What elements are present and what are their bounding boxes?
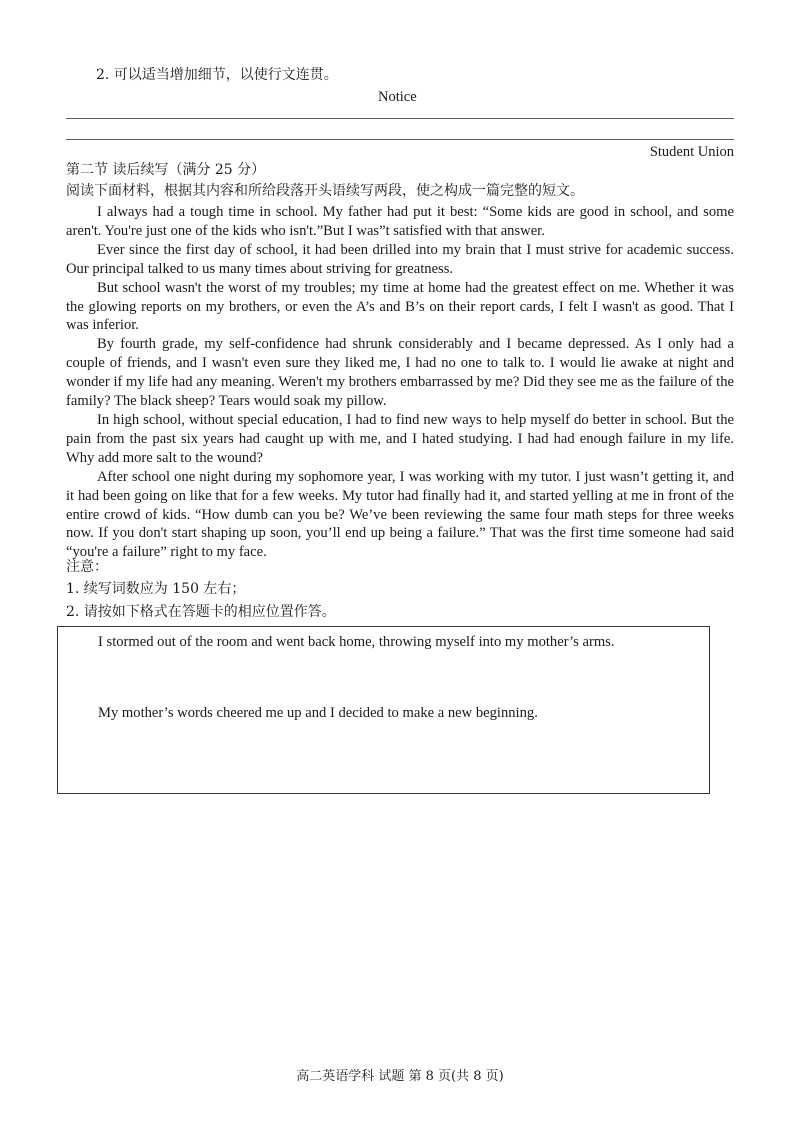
passage-paragraph: I always had a tough time in school. My father had put it best: “Some kids are good in school, and some aren't. You're just one of the kids who isn't.”But I was”t satisfied with that answer. [66, 204, 734, 239]
paragraph1-opening: I stormed out of the room and went back home, throwing myself into my mother’s arms. [98, 634, 615, 650]
reading-passage [66, 203, 734, 562]
note-item-format: 2. 请按如下格式在答题卡的相应位置作答。 [66, 604, 336, 620]
passage-paragraph: After school one night during my sophomore year, I was working with my tutor. I just wasn’t getting it, and it had been going on like that for a few weeks. My tutor had finally had it, and started yelling at me in front of the entire crowd of kids. “How dumb can you be? We’ve been reviewing the same four math steps for three weeks now. If you don't start shaping up soon, you’ll end up being a failure.” That was the first time someone had said “you're a failure” right to my face. [66, 468, 734, 561]
passage-paragraph: In high school, without special education, I had to find new ways to help myself do better in school. But the pain from the past six years had caught up with me, and I hated studying. I had had enough failure in my life. Why add more salt to the wound? [66, 411, 734, 466]
notice-signature: Student Union [649, 144, 734, 160]
page-footer: 高二英语学科 试题 第 8 页(共 8 页) [296, 1069, 504, 1084]
passage-paragraph: But school wasn't the worst of my troubles; my time at home had the greatest effect on me. Whether it was the glowing reports on my brothers, or even the A’s and B’s on their report cards, I felt I wasn't as good. That I was inferior. [66, 279, 734, 334]
writing-tip: 2. 可以适当增加细节，以使行文连贯。 [96, 67, 338, 83]
answer-box [57, 626, 710, 794]
notes-label: 注意： [66, 559, 108, 575]
paragraph2-opening: My mother’s words cheered me up and I decided to make a new beginning. [98, 705, 538, 721]
note-item-word-count: 1. 续写词数应为 150 左右； [66, 581, 246, 597]
passage-paragraph: By fourth grade, my self-confidence had shrunk considerably and I became depressed. As I only had a couple of friends, and I wasn't even sure they liked me, I had no one to talk to. I would lie awake at night and wonder if my life had any meaning. Weren't my brothers embarrassed by me? Did they see me as the failure of the family? The black sheep? Tears would soak my pillow. [66, 336, 734, 410]
section-title: 第二节 读后续写（满分 25 分） [66, 162, 266, 178]
passage-paragraph: Ever since the first day of school, it had been drilled into my brain that I must strive for academic success. Our principal talked to us many times about striving for greatness. [66, 241, 734, 277]
blank-writing-line [66, 118, 734, 119]
blank-writing-line [66, 139, 734, 140]
section-instruction: 阅读下面材料，根据其内容和所给段落开头语续写两段，使之构成一篇完整的短文。 [66, 183, 584, 199]
notice-title: Notice [378, 89, 417, 105]
